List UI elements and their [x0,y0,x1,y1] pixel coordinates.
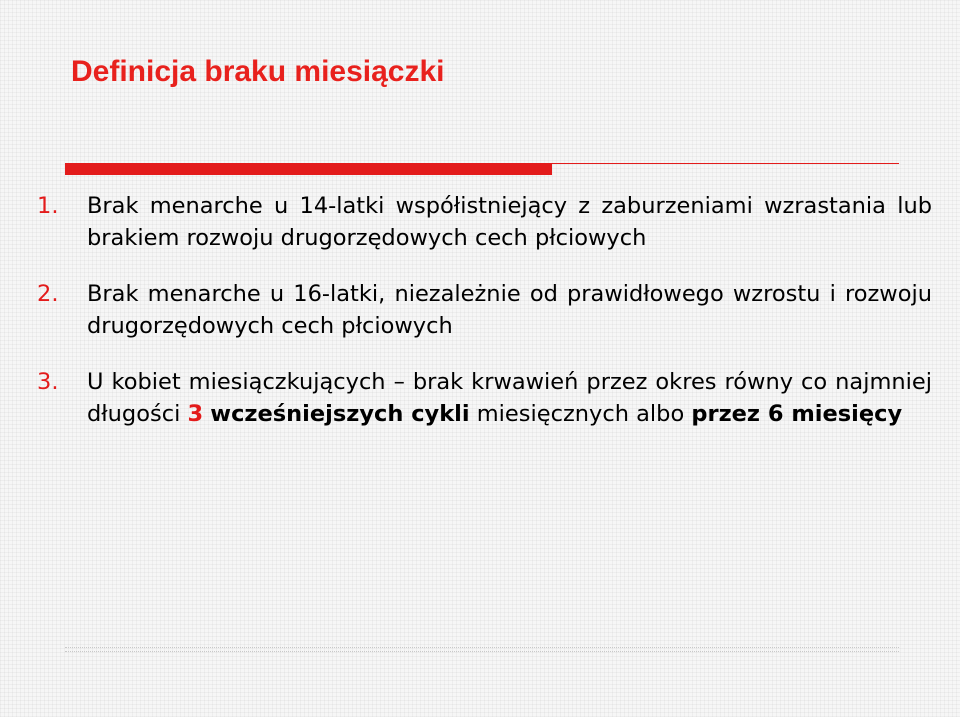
title-underline-thick [65,163,552,175]
item-number: 1. [37,193,59,219]
definition-item-3 [32,366,932,430]
title-underline-thin [552,163,899,164]
definition-item-2 [32,278,932,342]
emphasized-duration: przez 6 miesięcy [691,401,903,427]
emphasized-number: 3 [187,401,204,427]
definition-item-1 [32,190,932,254]
item-text: Brak menarche u 14-latki współistniejący z zaburzeniami wzrastania lub brakiem rozwoju drugorzędowych cech płciowych [87,193,932,251]
footer-divider [65,647,899,648]
item-text [87,366,932,430]
item-text-part1: U kobiet miesiączkujących – brak krwawień przez okres równy co najmniej długości [87,369,932,427]
footer-divider [65,651,899,652]
item-text: Brak menarche u 16-latki, niezależnie od prawidłowego wzrostu i rozwoju drugorzędowych cech płciowych [87,281,932,339]
item-number: 3. [37,369,59,395]
slide-title: Definicja braku miesiączki [71,55,445,88]
definition-list [32,190,932,430]
item-text-part2: miesięcznych albo [469,401,692,427]
emphasized-text: wcześniejszych cykli [210,401,470,427]
item-number: 2. [37,281,59,307]
